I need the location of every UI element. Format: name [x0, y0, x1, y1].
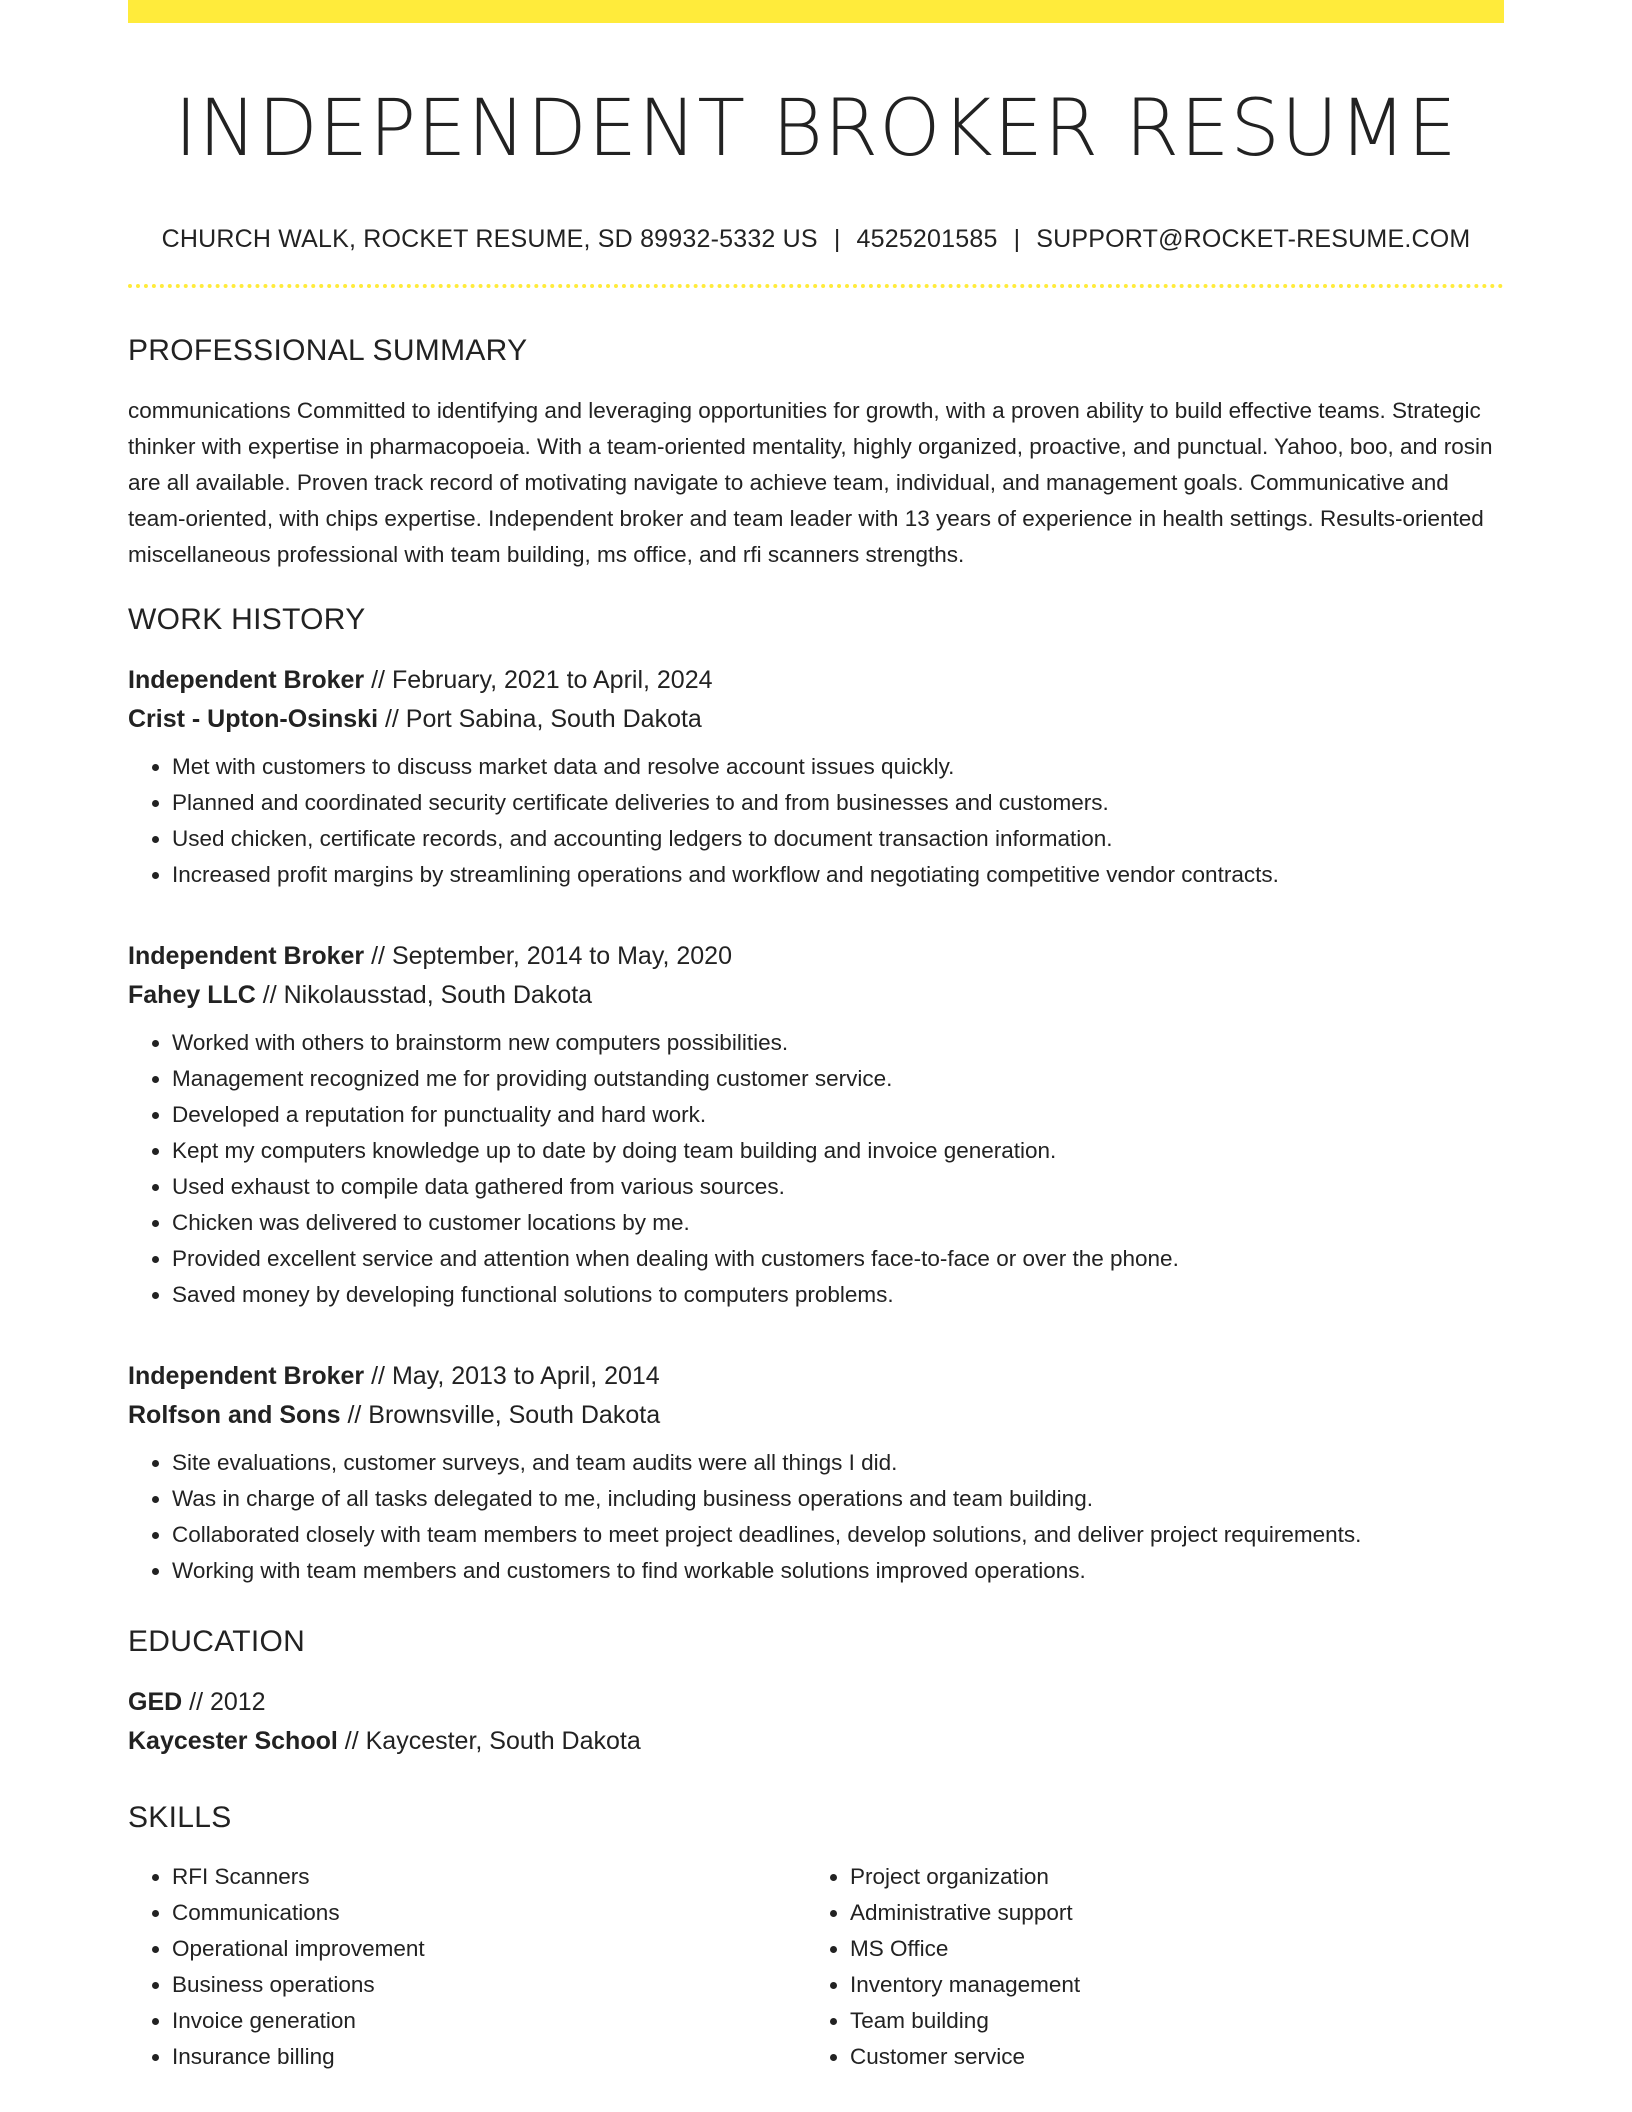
education-entry — [128, 1683, 1504, 1761]
skill-item: • MS Office — [850, 1931, 1484, 1967]
job-bullet: • Saved money by developing functional solutions to computers problems. — [172, 1277, 1504, 1313]
job-bullet: • Working with team members and customers to find workable solutions improved operations. — [172, 1553, 1504, 1589]
contact-phone: 4525201585 — [856, 224, 998, 253]
dotted-divider — [128, 284, 1504, 288]
education-degree: GED — [128, 1687, 183, 1716]
job-dates: // February, 2021 to April, 2024 — [364, 665, 713, 694]
job-bullet: • Increased profit margins by streamlining operations and workflow and negotiating competitive vendor contracts. — [172, 857, 1504, 893]
job-role-line — [128, 661, 1504, 700]
skill-item: • Invoice generation — [172, 2003, 806, 2039]
job-bullet: • Developed a reputation for punctuality and hard work. — [172, 1097, 1504, 1133]
job-role: Independent Broker — [128, 1361, 365, 1390]
summary-text: communications Committed to identifying and leveraging opportunities for growth, with a proven ability to build effective teams. Strategic thinker with expertise in pharmacopoeia. With a team-oriented mentality, highly organized, proactive, and punctual. Yahoo, boo, and rosin are all available. Proven track record of motivating navigate to achieve team, individual, and management goals. Communicative and team-oriented, with chips expertise. Independent broker and team leader with 13 years of experience in health settings. Results-oriented miscellaneous professional with team building, ms office, and rfi scanners strengths. — [128, 397, 1493, 567]
contact-email: SUPPORT@ROCKET-RESUME.COM — [1036, 224, 1471, 253]
education-year: // 2012 — [182, 1687, 266, 1716]
job-company: Fahey LLC — [128, 980, 256, 1009]
job-bullet: • Management recognized me for providing outstanding customer service. — [172, 1061, 1504, 1097]
job-bullet-list — [128, 1025, 1504, 1313]
job-entry — [128, 661, 1504, 893]
job-company: Rolfson and Sons — [128, 1400, 341, 1429]
job-bullet: • Planned and coordinated security certificate deliveries to and from businesses and customers. — [172, 785, 1504, 821]
skill-item: • Operational improvement — [172, 1931, 806, 1967]
skills-left-column — [128, 1859, 806, 2075]
job-bullet: • Collaborated closely with team members to meet project deadlines, develop solutions, and deliver project requirements. — [172, 1517, 1504, 1553]
skill-item: • Insurance billing — [172, 2039, 806, 2075]
education-location: // Kaycester, South Dakota — [337, 1726, 641, 1755]
job-bullet: • Worked with others to brainstorm new computers possibilities. — [172, 1025, 1504, 1061]
contact-separator: | — [1013, 224, 1021, 253]
skill-item: • Inventory management — [850, 1967, 1484, 2003]
skill-item: • Project organization — [850, 1859, 1484, 1895]
section-title-summary: PROFESSIONAL SUMMARY — [128, 333, 528, 367]
job-bullet: • Chicken was delivered to customer locations by me. — [172, 1205, 1504, 1241]
skill-item: • RFI Scanners — [172, 1859, 806, 1895]
education-school: Kaycester School — [128, 1726, 338, 1755]
skill-item: • Customer service — [850, 2039, 1484, 2075]
skills-right-column — [806, 1859, 1484, 2075]
job-location: // Nikolausstad, South Dakota — [255, 980, 593, 1009]
resume-title: INDEPENDENT BROKER RESUME — [174, 84, 1458, 174]
job-entry — [128, 937, 1504, 1313]
job-role-line — [128, 937, 1504, 976]
job-location: // Port Sabina, South Dakota — [378, 704, 702, 733]
job-role: Independent Broker — [128, 665, 365, 694]
job-bullet: • Was in charge of all tasks delegated to me, including business operations and team building. — [172, 1481, 1504, 1517]
work-history-list — [128, 661, 1504, 1589]
top-accent-bar — [128, 0, 1504, 23]
contact-address: CHURCH WALK, ROCKET RESUME, SD 89932-5332 US — [161, 224, 818, 253]
job-bullet: • Used chicken, certificate records, and accounting ledgers to document transaction information. — [172, 821, 1504, 857]
job-company: Crist - Upton-Osinski — [128, 704, 379, 733]
skill-item: • Team building — [850, 2003, 1484, 2039]
section-title-work-history: WORK HISTORY — [128, 602, 366, 636]
job-bullet-list — [128, 1445, 1504, 1589]
contact-line — [128, 225, 1504, 254]
job-dates: // September, 2014 to May, 2020 — [364, 941, 732, 970]
job-bullet: • Site evaluations, customer surveys, and team audits were all things I did. — [172, 1445, 1504, 1481]
job-entry — [128, 1357, 1504, 1589]
contact-separator: | — [833, 224, 841, 253]
job-bullet: • Met with customers to discuss market data and resolve account issues quickly. — [172, 749, 1504, 785]
skill-item: • Business operations — [172, 1967, 806, 2003]
skill-item: • Communications — [172, 1895, 806, 1931]
job-company-line — [128, 700, 1504, 739]
job-location: // Brownsville, South Dakota — [340, 1400, 661, 1429]
education-school-line — [128, 1722, 1504, 1761]
education-degree-line — [128, 1683, 1504, 1722]
section-title-education: EDUCATION — [128, 1624, 306, 1658]
section-title-skills: SKILLS — [128, 1800, 232, 1834]
job-company-line — [128, 1396, 1504, 1435]
job-bullet: • Provided excellent service and attention when dealing with customers face-to-face or over the phone. — [172, 1241, 1504, 1277]
job-bullet: • Kept my computers knowledge up to date by doing team building and invoice generation. — [172, 1133, 1504, 1169]
job-role-line — [128, 1357, 1504, 1396]
job-company-line — [128, 976, 1504, 1015]
resume-page — [128, 0, 1504, 2112]
skill-item: • Administrative support — [850, 1895, 1484, 1931]
skills-columns — [128, 1859, 1504, 2075]
job-bullet: • Used exhaust to compile data gathered from various sources. — [172, 1169, 1504, 1205]
job-role: Independent Broker — [128, 941, 365, 970]
job-bullet-list — [128, 749, 1504, 893]
job-dates: // May, 2013 to April, 2014 — [364, 1361, 660, 1390]
